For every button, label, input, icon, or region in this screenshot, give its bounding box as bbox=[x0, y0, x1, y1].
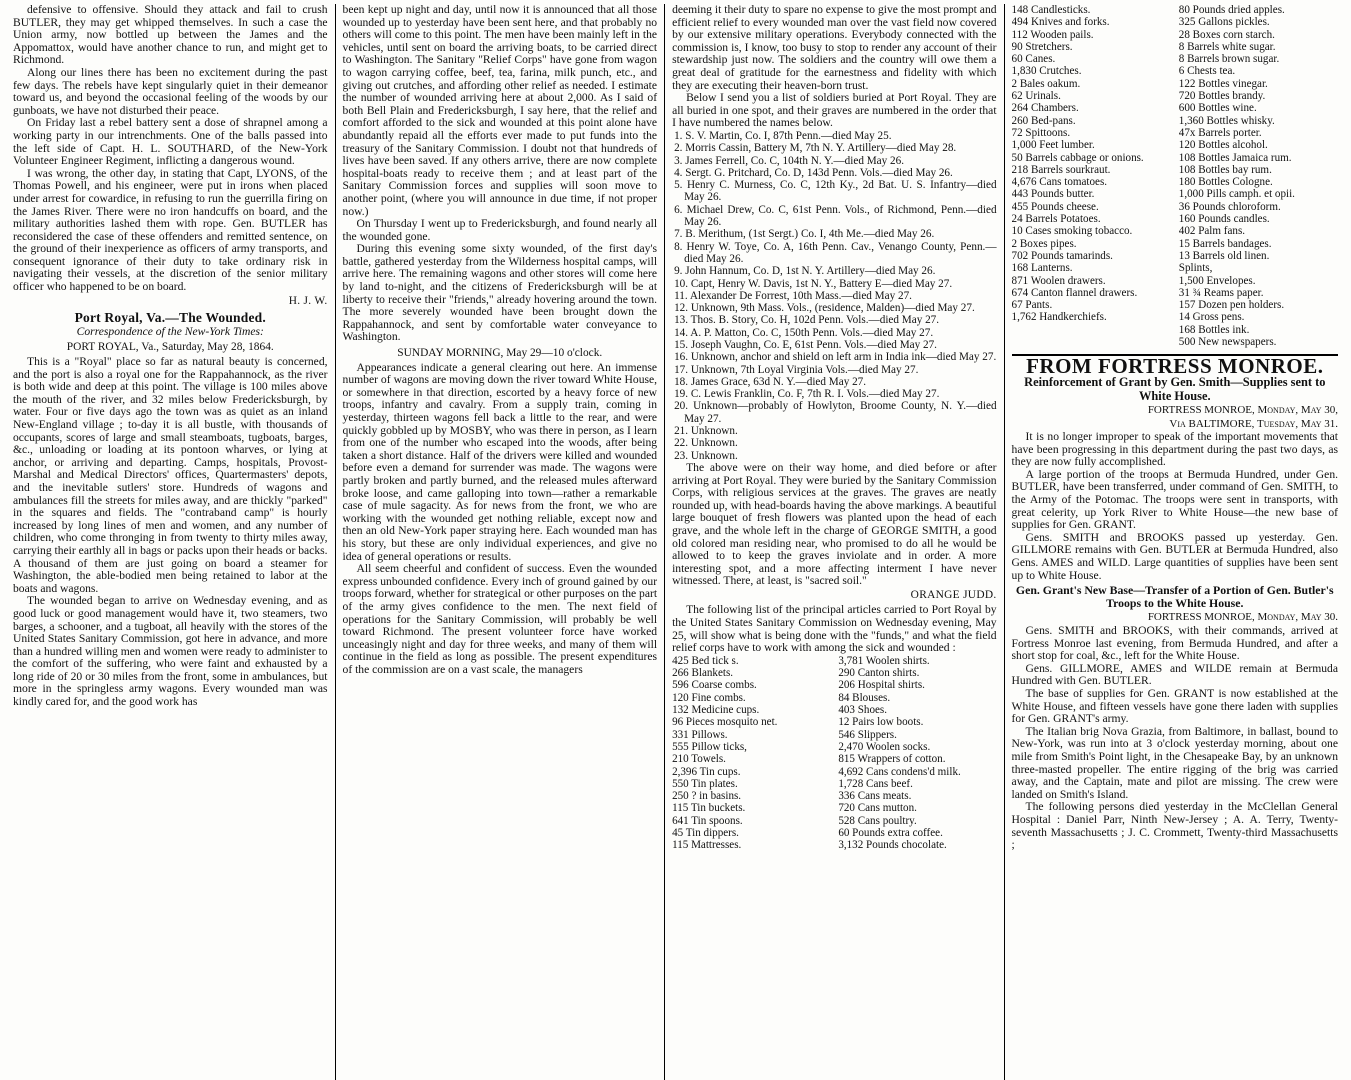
section-headline: Port Royal, Va.—The Wounded. bbox=[74, 310, 266, 326]
list-item: 45 Tin dippers. bbox=[672, 827, 739, 840]
list-item: 13 Barrels old linen. bbox=[1178, 249, 1270, 262]
list-item: 1,000 Feet lumber. bbox=[1011, 139, 1095, 152]
list-item: 720 Bottles brandy. bbox=[1178, 90, 1266, 103]
list-item: 50 Barrels cabbage or onions. bbox=[1011, 151, 1144, 164]
list-item: 148 Candlesticks. bbox=[1011, 4, 1091, 16]
list-item bbox=[672, 400, 996, 425]
list-item: 1,500 Envelopes. bbox=[1178, 274, 1256, 287]
list-item: 122 Bottles vinegar. bbox=[1178, 77, 1268, 90]
list-index: 22. bbox=[674, 437, 691, 450]
list-index: 9. bbox=[674, 265, 686, 278]
paragraph: The Italian brig Nova Grazia, from Baltimore, in ballast, bound to New-York, was run into at 3 o'clock yesterday morning, about one mile from Smith's Point light, in the Chesapeake Bay, by an unknown three-masted propeller. The entire rigging of the brig was carried away, and the Captain, mate and pilot are missing. The crew were landed on Smith's Island. bbox=[1011, 724, 1339, 801]
list-item: 90 Stretchers. bbox=[1011, 40, 1073, 53]
list-item: 1,830 Crutches. bbox=[1011, 65, 1082, 78]
list-item: 2 Bales oakum. bbox=[1011, 77, 1081, 90]
list-item-text: James Ferrell, Co. C, 104th N. Y.—died May 26. bbox=[685, 154, 905, 167]
list-item-text: Capt, Henry W. Davis, 1st N. Y., Battery E—died May 27. bbox=[690, 277, 953, 290]
list-item: 108 Bottles bay rum. bbox=[1178, 163, 1272, 176]
list-item: 250 ? in basins. bbox=[672, 790, 742, 803]
dateline-via: Via BALTIMORE, Tuesday, May 31. bbox=[1169, 417, 1339, 430]
paragraph: deeming it their duty to spare no expense to give the most prompt and efficient relief to every wounded man over the vast field now covered by our extensive military operations. Everybody connected with the commission is, I know, too busy to stop to render any account of their stewardship just now. The soldiers and the country will owe them a great deal of gratitude for the earnestness and fidelity with which they are executing their heaven-born trust. bbox=[672, 4, 997, 92]
list-item: 443 Pounds butter. bbox=[1011, 188, 1095, 201]
list-item bbox=[672, 130, 996, 142]
list-index: 19. bbox=[674, 388, 691, 401]
list-item-text: C. Lewis Franklin, Co. F, 7th R. I. Vols.—died May 27. bbox=[690, 388, 940, 401]
list-item: 550 Tin plates. bbox=[672, 777, 738, 790]
list-item bbox=[672, 351, 996, 363]
list-index: 10. bbox=[674, 277, 691, 290]
list-item: 702 Pounds tamarinds. bbox=[1011, 249, 1113, 262]
paragraph: been kept up night and day, until now it is announced that all those wounded up to yesterday have been sent here, and that probably no others will come to this point. The men have been mainly left in the vehicles, until sent on board the arriving boats, to be carried direct to Washington. The Sanitary "Relief Corps" have gone from wagon to wagon carrying coffee, beef, tea, farina, milk punch, etc., and giving out crutches, and affording other relief as needed. I estimate the number of wounded arriving here at about 2,000. As I said of both Bell Plain and Fredericksburgh, I say here, that the relief and comfort afforded to the sick and wounded at this point alone have abundantly repaid all the efforts ever made to put funds into the treasury of the Sanitary Commission. I doubt not that hundreds of lives have been saved. If any others arrive, there are now complete hospital-boats ready to receive them ; and at least part of the Sanitary Commission forces and supplies will soon move to another point, (where you will announce in due time, if not proper now.) bbox=[342, 4, 658, 218]
paragraph: Appearances indicate a general clearing out here. An immense number of wagons are moving down the river toward White House, or somewhere in that direction, escorted by a heavy force of new troops, infantry and cavalry. From a supply train, coming in yesterday, thirteen wagons fell back a little to the rear, and were quickly gobbled up by MOSBY, who was there in person, as I learn from one of the number who escaped into the woods, after being taken a short distance. Half of the drivers were killed and wounded before even a demand for surrender was made. The wagons were partly broken and partly burned, and the released mules afterward broke loose, and came galloping into town—rather a remarkable case of mule sagacity. As for news from the front, we who are working with the wounded get nothing reliable, except now and then an old New-York paper straying here. Each wounded man has his story, but these are only individual experiences, and give no idea of general operations or results. bbox=[342, 360, 658, 563]
list-item bbox=[672, 241, 996, 266]
list-item: 15 Barrels bandages. bbox=[1178, 237, 1272, 250]
list-item: 168 Lanterns. bbox=[1011, 262, 1073, 275]
list-item: 1,360 Bottles whisky. bbox=[1178, 114, 1275, 127]
list-item: 600 Bottles wine. bbox=[1178, 102, 1257, 115]
paragraph: Gens. SMITH and BROOKS passed up yesterday. Gen. GILLMORE remains with Gen. BUTLER at Bermuda Hundred, also Gens. AMES and WILD. Large quantities of supplies have been sent up to White House. bbox=[1011, 530, 1339, 582]
paragraph: On Thursday I went up to Fredericksburgh, and found nearly all the wounded gone. bbox=[342, 217, 658, 243]
list-item: 180 Bottles Cologne. bbox=[1178, 176, 1273, 189]
list-index: 6. bbox=[674, 203, 687, 216]
paragraph: On Friday last a rebel battery sent a dose of shrapnel among a working party in our intrenchments. One of the balls passed into the left side of Capt. H. L. SOUTHARD, of the New-York Volunteer Engineer Regiment, inflicting a dangerous wound. bbox=[13, 116, 328, 168]
list-item: 120 Bottles alcohol. bbox=[1178, 139, 1268, 152]
list-item: 206 Hospital shirts. bbox=[838, 679, 925, 692]
list-item: 2,470 Woolen socks. bbox=[838, 740, 931, 753]
list-item: 132 Medicine cups. bbox=[672, 704, 760, 717]
list-item bbox=[672, 142, 996, 154]
list-item-text: Unknown—probably of Howlyton, Broome County, N. Y.—died May 27. bbox=[684, 400, 997, 425]
list-item: 12 Pairs low boots. bbox=[838, 716, 924, 729]
list-item bbox=[672, 290, 996, 302]
list-item-text: Unknown. bbox=[690, 449, 738, 462]
paragraph: All seem cheerful and confident of success. Even the wounded express unbounded confidence. Every inch of ground gained by our troops forward, whether for strategical or other purposes on the part of the army gives confidence to the men. The next field of operations for the Sanitary Commission, will probably be well toward Richmond. The present volunteer force have worked unceasingly night and day for three weeks, and many of them will continue in the field as long as possible. The present expenditures of the commission are on a vast scale, the managers bbox=[342, 562, 658, 676]
list-item bbox=[672, 314, 996, 326]
burial-list bbox=[672, 130, 996, 462]
list-index: 11. bbox=[674, 289, 690, 302]
list-item: 31 ¾ Reams paper. bbox=[1178, 286, 1264, 299]
list-item: 60 Canes. bbox=[1011, 53, 1056, 66]
list-item-text: James Grace, 63d N. Y.—died May 27. bbox=[690, 375, 867, 388]
list-item: 325 Gallons pickles. bbox=[1178, 16, 1270, 29]
list-index: 20. bbox=[674, 400, 694, 413]
list-index: 23. bbox=[674, 449, 691, 462]
list-item: 72 Spittoons. bbox=[1011, 126, 1071, 139]
list-index: 7. bbox=[674, 228, 686, 241]
list-item: 403 Shoes. bbox=[838, 704, 888, 717]
list-index: 3. bbox=[674, 154, 686, 167]
list-item: 112 Wooden pails. bbox=[1011, 28, 1094, 41]
list-item-text: Unknown. bbox=[690, 425, 738, 438]
list-item: 1,728 Cans beef. bbox=[838, 777, 913, 790]
subhead-dateline: SUNDAY MORNING, May 29—10 o'clock. bbox=[397, 347, 603, 360]
list-item: 6 Chests tea. bbox=[1178, 65, 1236, 78]
list-index: 14. bbox=[674, 326, 691, 339]
list-index: 1. bbox=[674, 129, 686, 142]
list-item: 120 Fine combs. bbox=[672, 691, 746, 704]
paragraph: Below I send you a list of soldiers buried at Port Royal. They are all buried in one spot, and their graves are numbered in the order that I have numbered the names below. bbox=[672, 91, 997, 130]
list-item: 24 Barrels Potatoes. bbox=[1011, 213, 1101, 226]
supplies-list bbox=[672, 655, 996, 852]
list-item-text: B. Merithum, (1st Sergt.) Co. I, 4th Me.—died May 26. bbox=[685, 228, 935, 241]
list-item: 596 Coarse combs. bbox=[672, 679, 757, 692]
dateline: FORTRESS MONROE, Monday, May 30. bbox=[1147, 611, 1339, 624]
column-1 bbox=[6, 4, 336, 1080]
paragraph: Along our lines there has been no excitement during the past few days. The rebels have kept singularly quiet in their demeanor toward us, and beyond the occasional feeling of the woods by our gunboats, we have not disturbed their peace. bbox=[13, 65, 328, 117]
list-item: 115 Mattresses. bbox=[672, 839, 742, 852]
list-index: 8. bbox=[674, 240, 687, 253]
paragraph: Gens. SMITH and BROOKS, with their commands, arrived at Fortress Monroe last evening, from Bermuda Hundred, and after a short stop for coal, &c., left for the White House. bbox=[1011, 624, 1339, 663]
list-item: 108 Bottles Jamaica rum. bbox=[1178, 151, 1292, 164]
list-item bbox=[672, 155, 996, 167]
list-item bbox=[672, 265, 996, 277]
list-item: 4,692 Cans condens'd milk. bbox=[838, 765, 961, 778]
list-item: 168 Bottles ink. bbox=[1178, 323, 1250, 336]
supplies-list-right bbox=[1179, 4, 1338, 348]
list-index: 18. bbox=[674, 375, 691, 388]
list-item bbox=[672, 179, 996, 204]
list-item-text: Morris Cassin, Battery M, 7th N. Y. Artillery—died May 28. bbox=[685, 142, 957, 155]
paragraph: During this evening some sixty wounded, of the first day's battle, gathered yesterday from the Wilderness hospital camps, will arrive here. The remaining wagons and other stores will come here by land to-night, and the citizens of Fredericksburgh will be at liberty to receive their "friends," already hovering around the town. The more severely wounded have been brought down the Rappahannock, and sent by comfortable water conveyance to Washington. bbox=[342, 242, 658, 344]
list-item: 36 Pounds chloroform. bbox=[1178, 200, 1281, 213]
supplies-list-left bbox=[1012, 4, 1171, 348]
list-item: 871 Woolen drawers. bbox=[1011, 274, 1106, 287]
list-item: 674 Canton flannel drawers. bbox=[1011, 286, 1138, 299]
list-item: 528 Cans poultry. bbox=[838, 814, 917, 827]
list-item bbox=[672, 364, 996, 376]
list-index: 17. bbox=[674, 363, 691, 376]
list-item: 2 Boxes pipes. bbox=[1011, 237, 1077, 250]
list-item: 84 Blouses. bbox=[838, 691, 891, 704]
list-item: 10 Cases smoking tobacco. bbox=[1011, 225, 1133, 238]
column-4 bbox=[1005, 4, 1345, 1080]
correspondence-note: Correspondence of the New-York Times: bbox=[76, 324, 264, 338]
list-item: 8 Barrels brown sugar. bbox=[1178, 53, 1280, 66]
paragraph: It is no longer improper to speak of the important movements that have been progressing in this department during the past two days, as they are now fully accomplished. bbox=[1011, 430, 1339, 469]
list-item bbox=[672, 339, 996, 351]
list-index: 13. bbox=[674, 314, 691, 327]
list-item-text: Unknown, anchor and shield on left arm in India ink—died May 27. bbox=[690, 351, 997, 364]
list-item: 555 Pillow ticks, bbox=[672, 740, 747, 753]
list-item-text: Alexander De Forrest, 10th Mass.—died May 27. bbox=[689, 289, 912, 302]
list-index: 4. bbox=[674, 166, 686, 179]
list-item: 2,396 Tin cups. bbox=[672, 765, 741, 778]
paragraph: defensive to offensive. Should they attack and fail to crush BUTLER, they may get whipped themselves. In such a case the Union army, now bottled up between the James and the Appomattox, would have another chance to run, and might get to Richmond. bbox=[13, 4, 328, 67]
list-item: 402 Palm fans. bbox=[1178, 225, 1246, 238]
article-signature: H. J. W. bbox=[288, 294, 328, 307]
article-signature: ORANGE JUDD. bbox=[910, 588, 997, 601]
list-item: 815 Wrappers of cotton. bbox=[838, 753, 946, 766]
list-item: 210 Towels. bbox=[672, 753, 726, 766]
list-index: 5. bbox=[674, 179, 687, 192]
list-item bbox=[672, 302, 996, 314]
list-item: 28 Boxes corn starch. bbox=[1178, 28, 1275, 41]
list-item: 641 Tin spoons. bbox=[672, 814, 743, 827]
section-subhead: Gen. Grant's New Base—Transfer of a Portion of Gen. Butler's Troops to the White House. bbox=[1015, 583, 1334, 610]
list-index: 15. bbox=[674, 338, 691, 351]
list-item-text: Sergt. G. Pritchard, Co. D, 143d Penn. Vols.—died May 26. bbox=[685, 166, 953, 179]
list-item: 115 Tin buckets. bbox=[672, 802, 746, 815]
list-item: 546 Slippers. bbox=[838, 728, 897, 741]
dateline: FORTRESS MONROE, Monday, May 30, bbox=[1147, 403, 1339, 416]
list-item: 290 Canton shirts. bbox=[838, 667, 920, 680]
paragraph: The following persons died yesterday in the McClellan General Hospital : Daniel Parr, Ninth New-Jersey ; A. A. Terry, Twenty-seventh Massachusetts ; J. C. Crommett, Twenty-third Massachusetts ; bbox=[1011, 800, 1339, 852]
list-item: 4,676 Cans tomatoes. bbox=[1011, 176, 1108, 189]
dateline: PORT ROYAL, Va., Saturday, May 28, 1864. bbox=[66, 341, 274, 354]
column-2 bbox=[336, 4, 666, 1080]
paragraph: The above were on their way home, and died before or after arriving at Port Royal. They were buried by the Sanitary Commission Corps, with religious services at the graves. The graves are neatly rounded up, with head-boards having the above markings. A beautiful large bouquet of fresh flowers was planted upon the head of each grave, and the whole left in the charge of GEORGE SMITH, a good old colored man residing near, who promised to do all he would be allowed to to keep the graves inviolate and in order. A more interesting spot, and a more affecting interment I have never witnessed. There, at least, is "sacred soil." bbox=[672, 460, 997, 588]
list-item: 160 Pounds candles. bbox=[1178, 213, 1270, 226]
list-item: Splints, bbox=[1178, 262, 1213, 275]
list-item bbox=[672, 228, 996, 240]
list-item bbox=[672, 437, 996, 449]
list-item-text: Unknown, 9th Mass. Vols., (residence, Malden)—died May 27. bbox=[690, 302, 975, 315]
list-item: 14 Gross pens. bbox=[1178, 311, 1245, 324]
list-item: 62 Urinals. bbox=[1011, 90, 1061, 103]
list-item: 500 New newspapers. bbox=[1178, 336, 1277, 349]
section-banner: FROM FORTRESS MONROE. bbox=[1012, 354, 1338, 373]
paragraph: I was wrong, the other day, in stating that Capt, LYONS, of the Thomas Powell, and his engineer, were put in irons when placed under arrest for cowardice, in refusing to run the guerrilla firing on the James River. There were no iron handcuffs on board, and the military authorities lashed them with rope. Gen. BUTLER has reconsidered the case of these offenders and remitted sentence, on the ground of their inexperience as officers of army transports, and consequent ignorance of their duty to take ordinary risk in navigating their vessels, at the discretion of the senior military officer who happened to be on board. bbox=[13, 166, 328, 294]
list-item-text: Michael Drew, Co. C, 61st Penn. Vols., of Richmond, Penn.—died May 26. bbox=[684, 203, 997, 229]
list-item: 720 Cans mutton. bbox=[838, 802, 917, 815]
list-item-text: John Hannum, Co. D, 1st N. Y. Artillery—died May 26. bbox=[685, 265, 936, 278]
supplies-list-left bbox=[672, 655, 830, 852]
list-item bbox=[672, 204, 996, 229]
list-item bbox=[672, 388, 996, 400]
list-item-text: S. V. Martin, Co. I, 87th Penn.—died May 25. bbox=[685, 129, 892, 142]
list-item-text: Unknown. bbox=[690, 437, 738, 450]
list-item: 3,781 Woolen shirts. bbox=[838, 654, 930, 667]
list-item: 8 Barrels white sugar. bbox=[1178, 40, 1276, 53]
list-item bbox=[672, 376, 996, 388]
list-item: 218 Barrels sourkraut. bbox=[1011, 163, 1111, 176]
list-item: 1,762 Handkerchiefs. bbox=[1011, 311, 1107, 324]
list-item: 1,000 Pills camph. et opii. bbox=[1178, 188, 1295, 201]
list-item: 336 Cans meats. bbox=[838, 790, 912, 803]
supplies-list-right bbox=[838, 655, 996, 852]
paragraph: The following list of the principal articles carried to Port Royal by the United States Sanitary Commission on Wednesday evening, May 25, will show what is being done with the "funds," and what the field relief corps have to work with among the sick and wounded : bbox=[672, 603, 997, 655]
paragraph: A large portion of the troops at Bermuda Hundred, under Gen. BUTLER, have been transferred, under command of Gen. SMITH, to the Army of the Potomac. The troops were sent in transports, with great celerity, up York River to White House—the new base of supplies for Gen. GRANT. bbox=[1011, 467, 1339, 532]
list-item: 3,132 Pounds chocolate. bbox=[838, 839, 947, 852]
list-item bbox=[672, 425, 996, 437]
list-item-text: A. P. Matton, Co. C, 150th Penn. Vols.—died May 27. bbox=[690, 326, 934, 339]
list-item: 266 Blankets. bbox=[672, 667, 734, 680]
list-item: 60 Pounds extra coffee. bbox=[838, 827, 943, 840]
list-item: 80 Pounds dried apples. bbox=[1178, 4, 1285, 16]
supplies-list-continued bbox=[1012, 4, 1338, 348]
list-item-text: Joseph Vaughn, Co. E, 61st Penn. Vols.—died May 27. bbox=[690, 338, 937, 351]
paragraph: This is a "Royal" place so far as natural beauty is concerned, and the port is also a royal one for the Rappahannock, as the river is both wide and deep at this point. The village is 100 miles above the mouth of the river, and 32 miles below Fredericksburgh, by water. Four or five days ago the town was as quiet as an inland New-England village ; to-day it is all bustle, with thousands of occupants, scores of large and small steamboats, tugboats, barges, &c., unloading or loading at its pontoon wharves, or lying at anchor, or arriving and departing. Camps, hospitals, Provost-Marshal and Medical Directors' offices, Quartermasters' depots, and the inevitable sutlers' store. Hundreds of wagons and ambulances fill the streets for miles away, and are thickly "parked" in the squares and fields. The "contraband camp" is hourly increased by long lines of men and women, and any number of children, who come thronging in from twenty to thirty miles away, carrying their earthly all in bags or packs upon their heads or backs. A thousand of them are just going on board a steamer for Washington, the able-bodied men being retained to labor at the boats and wagons. bbox=[13, 355, 328, 595]
list-index: 21. bbox=[674, 425, 691, 438]
list-item bbox=[672, 278, 996, 290]
list-item: 47x Barrels porter. bbox=[1178, 126, 1262, 139]
list-item: 494 Knives and forks. bbox=[1011, 16, 1110, 29]
list-item-text: Unknown, 7th Loyal Virginia Vols.—died May 27. bbox=[690, 363, 919, 376]
list-index: 16. bbox=[674, 351, 691, 364]
paragraph: The base of supplies for Gen. GRANT is now established at the White House, and fifteen vessels have gone there laden with supplies for Gen. GRANT's army. bbox=[1011, 686, 1339, 726]
list-item: 425 Bed tick s. bbox=[672, 654, 739, 667]
section-banner-subtitle: Reinforcement of Grant by Gen. Smith—Supplies sent to White House. bbox=[1024, 374, 1326, 403]
paragraph: Gens. GILLMORE, AMES and WILDE remain at Bermuda Hundred with Gen. BUTLER. bbox=[1011, 661, 1339, 688]
list-index: 12. bbox=[674, 302, 691, 315]
list-item-text: Henry W. Toye, Co. A, 16th Penn. Cav., Venango County, Penn.—died May 26. bbox=[684, 240, 997, 265]
list-item: 260 Bed-pans. bbox=[1011, 114, 1076, 127]
list-item: 455 Pounds cheese. bbox=[1011, 200, 1099, 213]
list-item: 67 Pants. bbox=[1011, 299, 1053, 312]
list-item bbox=[672, 167, 996, 179]
list-item: 96 Pieces mosquito net. bbox=[672, 716, 778, 729]
paragraph: The wounded began to arrive on Wednesday evening, and as good luck or good management would have it, two steamers, two barges, a schooner, and a tugboat, all heavily with the stores of the United States Sanitary Commission, got here in advance, and more than a hundred willing men and women were ready to administer to the comfort of the suffering, who were faint and exhausted by a long ride of 20 or 30 miles from the front, some in ambulances, but more in the springless army wagons. Every wounded man was kindly cared for, and the good work has bbox=[13, 594, 328, 709]
list-item-text: Henry C. Murness, Co. C, 12th Ky., 2d Bat. U. S. Infantry—died May 26. bbox=[684, 179, 997, 204]
list-item bbox=[672, 327, 996, 339]
list-item-text: Thos. B. Story, Co. H, 102d Penn. Vols.—died May 27. bbox=[690, 314, 940, 327]
list-index: 2. bbox=[674, 142, 686, 155]
list-item: 264 Chambers. bbox=[1011, 102, 1079, 115]
list-item: 331 Pillows. bbox=[672, 728, 728, 741]
list-item: 157 Dozen pen holders. bbox=[1178, 299, 1285, 312]
column-3 bbox=[665, 4, 1004, 1080]
